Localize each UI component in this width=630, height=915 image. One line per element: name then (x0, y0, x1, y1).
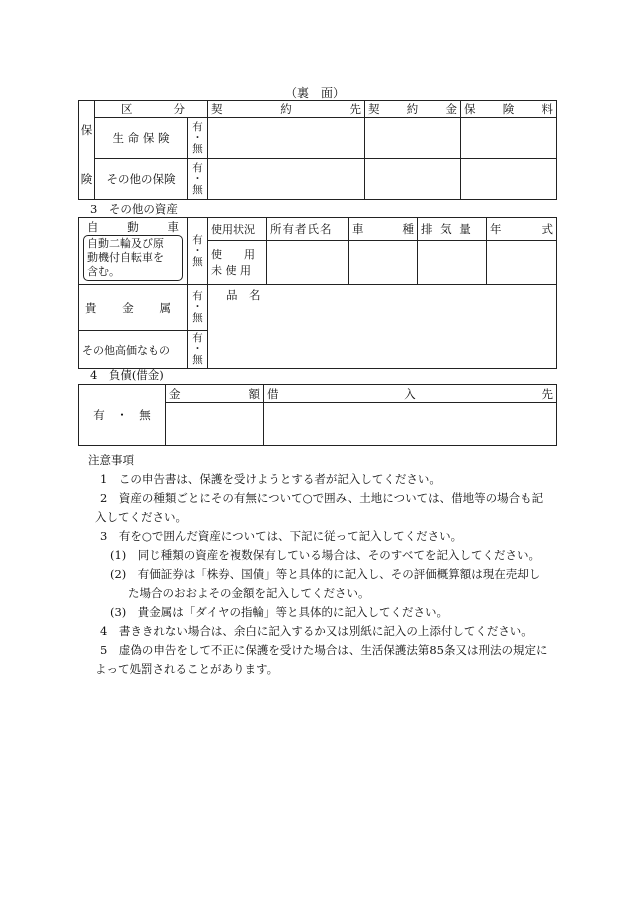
header-kariire: 借 入 先 (264, 385, 557, 403)
hinmei-field[interactable] (208, 285, 557, 369)
list-item: (1) 同じ種類の資産を複数保有している場合は、そのすべてを記入してください。 (110, 548, 541, 562)
table-row (79, 159, 557, 200)
koka-label: その他高価なもの (79, 331, 188, 369)
car-label: 自 動 車 自動二輪及び原 動機付自転車を 含む。 (79, 218, 188, 285)
car-note: 自動二輪及び原 動機付自転車を 含む。 (83, 235, 183, 281)
header-shiyo: 使用状況 (208, 218, 267, 241)
header-keiyakusaki: 契 約 先 (208, 101, 365, 118)
input-keiyakusaki-1[interactable] (208, 118, 365, 159)
usage-options[interactable]: 使 用 未 使 用 (208, 241, 267, 285)
list-item: た場合のおおよその金額を記入してください。 (128, 586, 370, 600)
header-shashu: 車 種 (349, 218, 418, 241)
row-label-sonota-hoken: その他の保険 (95, 159, 188, 200)
yumu-select[interactable]: 有 ・ 無 (188, 285, 208, 331)
section3-title: 3 その他の資産 (90, 202, 178, 216)
input-kariire[interactable] (264, 403, 557, 446)
input-nenshiki[interactable] (487, 241, 557, 285)
list-item: よって処罰されることがあります。 (95, 662, 279, 676)
header-keiyakukin: 契 約 金 (365, 101, 461, 118)
row-label-seimei: 生 命 保 険 (95, 118, 188, 159)
debt-table (78, 384, 557, 446)
list-item: (2) 有価証券は「株券、国債」等と具体的に記入し、その評価概算額は現在売却し (110, 567, 541, 581)
input-keiyakusaki-2[interactable] (208, 159, 365, 200)
header-haiki: 排 気 量 (418, 218, 487, 241)
input-hokenryo-1[interactable] (461, 118, 557, 159)
list-item: 2 資産の種類ごとにその有無について○で囲み、土地については、借地等の場合も記 (100, 491, 544, 505)
debt-yumu-select[interactable]: 有 ・ 無 (79, 385, 166, 446)
table-row (79, 118, 557, 159)
notes-heading: 注意事項 (88, 453, 134, 467)
yumu-select[interactable]: 有 ・ 無 (188, 118, 208, 159)
page-title: （裏 面） (284, 86, 345, 100)
list-item: (3) 貴金属は「ダイヤの指輪」等と具体的に記入してください。 (110, 605, 449, 619)
header-kingaku: 金 額 (166, 385, 264, 403)
yumu-select[interactable]: 有 ・ 無 (188, 159, 208, 200)
other-assets-table (78, 217, 557, 369)
table-row (79, 285, 557, 331)
section4-title: 4 負債(借金) (90, 368, 164, 382)
hinmei-label: 品 名 (226, 288, 261, 302)
input-hokenryo-2[interactable] (461, 159, 557, 200)
header-shoyusha: 所有者氏名 (267, 218, 349, 241)
input-shashu[interactable] (349, 241, 418, 285)
insurance-table (78, 100, 557, 200)
list-item: 3 有を○で囲んだ資産については、下記に従って記入してください。 (100, 529, 463, 543)
yumu-select[interactable]: 有 ・ 無 (188, 218, 208, 285)
list-item: 1 この申告書は、保護を受けようとする者が記入してください。 (100, 472, 441, 486)
list-item: 5 虚偽の申告をして不正に保護を受けた場合は、生活保護法第85条又は刑法の規定に (100, 643, 548, 657)
input-kingaku[interactable] (166, 403, 264, 446)
header-nenshiki: 年 式 (487, 218, 557, 241)
input-keiyakukin-1[interactable] (365, 118, 461, 159)
input-keiyakukin-2[interactable] (365, 159, 461, 200)
list-item: 入してください。 (95, 510, 187, 524)
list-item: 4 書ききれない場合は、余白に記入するか又は別紙に記入の上添付してください。 (100, 624, 533, 638)
notes-section (88, 451, 558, 679)
input-shoyusha[interactable] (267, 241, 349, 285)
header-kubun: 区 分 (95, 101, 208, 118)
yumu-select[interactable]: 有 ・ 無 (188, 331, 208, 369)
header-hokenryo: 保 険 料 (461, 101, 557, 118)
input-haiki[interactable] (418, 241, 487, 285)
kikinzoku-label: 貴 金 属 (79, 285, 188, 331)
insurance-side-label: 保 険 (79, 101, 95, 200)
